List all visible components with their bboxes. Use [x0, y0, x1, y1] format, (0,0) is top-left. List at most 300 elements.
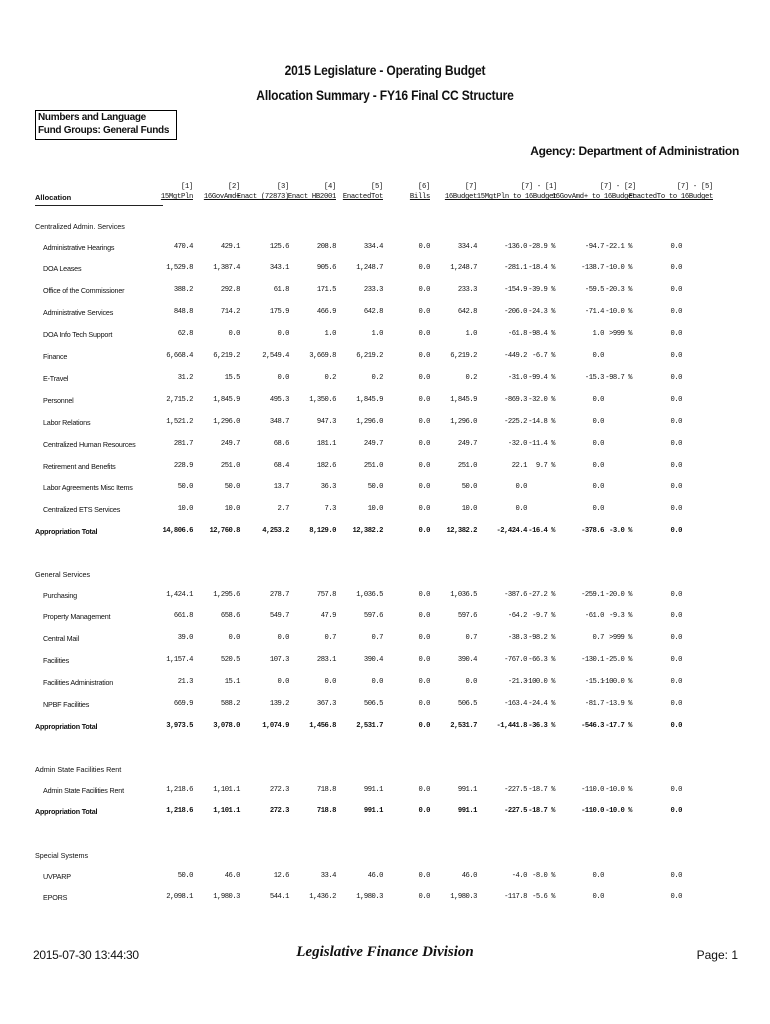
row-label: Appropriation Total: [35, 721, 98, 731]
cell-col-4: 1,436.2: [309, 893, 336, 902]
table-row: [0, 700, 770, 712]
footer-page-number: Page: 1: [696, 948, 738, 962]
cell-col-2: 46.0: [224, 871, 240, 880]
cell-col-9: -36.3 %: [528, 721, 555, 730]
cell-col-11: >999 %: [609, 330, 632, 339]
cell-col-9: -18.7 %: [528, 807, 555, 816]
cell-col-5: 6,219.2: [356, 352, 383, 360]
cell-col-9: -98.2 %: [528, 634, 555, 643]
cell-col-8: -767.0: [504, 656, 527, 665]
cell-col-7: 0.2: [465, 373, 477, 382]
cell-col-10: 0.0: [592, 871, 604, 880]
cell-col-3: 495.3: [269, 395, 289, 404]
table-row: [0, 243, 770, 255]
col-header-4-label: Enact HB2001: [287, 193, 336, 201]
cell-col-8: -64.2: [507, 612, 527, 621]
col-header-2: [204, 182, 240, 202]
cell-col-12: 0.0: [670, 721, 682, 730]
cell-col-10: -61.0: [584, 612, 604, 621]
cell-col-6: 0.0: [418, 634, 430, 643]
cell-col-12: 0.0: [670, 417, 682, 426]
cell-col-7: 1,036.5: [450, 590, 477, 599]
cell-col-2: 0.0: [228, 634, 240, 643]
cell-col-4: 208.8: [316, 242, 336, 251]
cell-col-10: -110.0: [581, 807, 604, 816]
cell-col-5: 2,531.7: [356, 721, 383, 730]
cell-col-8: -32.0: [507, 439, 527, 448]
cell-col-8: -206.0: [504, 308, 527, 317]
cell-col-1: 2,715.2: [166, 395, 193, 404]
cell-col-8: 22.1: [511, 461, 527, 470]
cell-col-7: 1,296.0: [450, 417, 477, 426]
table-row: [0, 308, 770, 320]
cell-col-3: 544.1: [269, 893, 289, 902]
cell-col-4: 7.3: [324, 505, 336, 514]
cell-col-2: 251.0: [220, 461, 240, 470]
cell-col-9: -9.7 %: [532, 612, 555, 621]
cell-col-11: -100.0 %: [601, 678, 632, 687]
cell-col-10: -15.1: [584, 678, 604, 687]
cell-col-7: 6,219.2: [450, 352, 477, 360]
agency-label: Agency: Department of Administration: [530, 144, 739, 158]
cell-col-6: 0.0: [418, 439, 430, 448]
cell-col-12: 0.0: [670, 700, 682, 708]
cell-col-9: 9.7 %: [535, 461, 555, 470]
cell-col-4: 947.3: [316, 417, 336, 426]
cell-col-6: 0.0: [418, 871, 430, 880]
cell-col-5: 1,980.3: [356, 893, 383, 902]
cell-col-2: 3,078.0: [213, 721, 240, 730]
col-header-7: [445, 182, 477, 202]
cell-col-10: 0.0: [592, 417, 604, 426]
row-label: Facilities: [43, 656, 69, 666]
cell-col-10: 0.7: [592, 634, 604, 643]
cell-col-1: 661.8: [173, 612, 193, 621]
cell-col-12: 0.0: [670, 242, 682, 251]
cell-col-3: 13.7: [273, 483, 289, 492]
cell-col-4: 8,129.0: [309, 527, 336, 536]
cell-col-12: 0.0: [670, 807, 682, 816]
cell-col-6: 0.0: [418, 286, 430, 295]
cell-col-10: -81.7: [584, 700, 604, 708]
col-header-5: [343, 182, 383, 202]
fund-box-line2: Fund Groups: General Funds: [38, 125, 170, 136]
cell-col-2: 15.1: [224, 678, 240, 687]
cell-col-10: -15.3: [584, 373, 604, 382]
cell-col-2: 520.5: [220, 656, 240, 665]
row-label: Personnel: [43, 395, 74, 405]
cell-col-3: 2,549.4: [262, 352, 289, 360]
cell-col-10: -546.3: [581, 721, 604, 730]
cell-col-5: 12,382.2: [352, 527, 383, 536]
cell-col-12: 0.0: [670, 656, 682, 665]
cell-col-6: 0.0: [418, 721, 430, 730]
col-header-1: [161, 182, 193, 202]
cell-col-1: 10.0: [177, 505, 193, 514]
row-label: Purchasing: [43, 590, 77, 600]
cell-col-3: 4,253.2: [262, 527, 289, 536]
cell-col-11: >999 %: [609, 634, 632, 643]
col-header-1-label: 15MgtPln: [160, 193, 193, 201]
cell-col-5: 506.5: [363, 700, 383, 708]
col-header-5-num: [5]: [370, 183, 383, 191]
cell-col-10: 0.0: [592, 893, 604, 902]
cell-col-2: 50.0: [224, 483, 240, 492]
table-row: [0, 462, 770, 474]
cell-col-3: 0.0: [277, 373, 289, 382]
cell-col-12: 0.0: [670, 527, 682, 536]
cell-col-4: 466.9: [316, 308, 336, 317]
cell-col-6: 0.0: [418, 417, 430, 426]
row-label: Centralized Human Resources: [43, 439, 136, 449]
cell-col-4: 718.8: [316, 785, 336, 794]
cell-col-7: 251.0: [457, 461, 477, 470]
cell-col-8: -154.9: [504, 286, 527, 295]
row-label: DOA Info Tech Support: [43, 330, 113, 340]
cell-col-3: 272.3: [269, 807, 289, 816]
cell-col-12: 0.0: [670, 395, 682, 404]
appropriation-total-row: [0, 527, 770, 539]
cell-col-12: 0.0: [670, 612, 682, 621]
cell-col-1: 228.9: [173, 461, 193, 470]
row-label: UVPARP: [43, 871, 71, 881]
col-header-9-num: [7] - [2]: [599, 183, 636, 191]
cell-col-5: 1,036.5: [356, 590, 383, 599]
cell-col-12: 0.0: [670, 505, 682, 514]
cell-col-1: 281.7: [173, 439, 193, 448]
cell-col-4: 181.1: [316, 439, 336, 448]
cell-col-8: -869.3: [504, 395, 527, 404]
cell-col-4: 757.8: [316, 590, 336, 599]
cell-col-9: -18.7 %: [528, 785, 555, 794]
cell-col-10: 1.0: [592, 330, 604, 339]
cell-col-7: 597.6: [457, 612, 477, 621]
col-header-6-label: Bills: [409, 193, 430, 201]
cell-col-4: 718.8: [316, 807, 336, 816]
cell-col-9: -6.7 %: [532, 352, 555, 360]
cell-col-4: 3,669.8: [309, 352, 336, 360]
cell-col-5: 991.1: [363, 807, 383, 816]
cell-col-7: 1,248.7: [450, 264, 477, 273]
cell-col-11: -25.0 %: [605, 656, 632, 665]
col-header-8: [477, 182, 557, 202]
cell-col-10: -259.1: [581, 590, 604, 599]
cell-col-1: 6,668.4: [166, 352, 193, 360]
cell-col-1: 388.2: [173, 286, 193, 295]
cell-col-5: 1,296.0: [356, 417, 383, 426]
cell-col-3: 0.0: [277, 634, 289, 643]
cell-col-12: 0.0: [670, 461, 682, 470]
cell-col-6: 0.0: [418, 785, 430, 794]
cell-col-7: 991.1: [457, 807, 477, 816]
cell-col-3: 272.3: [269, 785, 289, 794]
cell-col-12: 0.0: [670, 439, 682, 448]
cell-col-10: -94.7: [584, 242, 604, 251]
cell-col-2: 12,760.8: [209, 527, 240, 536]
table-row: [0, 634, 770, 646]
cell-col-12: 0.0: [670, 330, 682, 339]
cell-col-5: 1.0: [371, 330, 383, 339]
cell-col-4: 905.6: [316, 264, 336, 273]
row-label: Labor Relations: [43, 417, 91, 427]
table-row: [0, 678, 770, 690]
col-header-7-num: [7]: [464, 183, 477, 191]
cell-col-6: 0.0: [418, 373, 430, 382]
cell-col-4: 0.7: [324, 634, 336, 643]
cell-col-7: 390.4: [457, 656, 477, 665]
cell-col-5: 1,248.7: [356, 264, 383, 273]
row-label: Central Mail: [43, 634, 79, 644]
cell-col-12: 0.0: [670, 590, 682, 599]
cell-col-9: -99.4 %: [528, 373, 555, 382]
cell-col-5: 233.3: [363, 286, 383, 295]
table-row: [0, 264, 770, 276]
cell-col-8: -136.0: [504, 242, 527, 251]
row-label: Centralized ETS Services: [43, 505, 121, 515]
cell-col-6: 0.0: [418, 700, 430, 708]
cell-col-3: 61.8: [273, 286, 289, 295]
cell-col-9: -98.4 %: [528, 330, 555, 339]
cell-col-4: 0.2: [324, 373, 336, 382]
cell-col-11: -17.7 %: [605, 721, 632, 730]
cell-col-8: -38.3: [507, 634, 527, 643]
col-header-10-num: [7] - [5]: [676, 183, 713, 191]
cell-col-7: 2,531.7: [450, 721, 477, 730]
cell-col-8: 0.0: [515, 483, 527, 492]
cell-col-1: 62.8: [177, 330, 193, 339]
cell-col-2: 1,387.4: [213, 264, 240, 273]
cell-col-9: -32.0 %: [528, 395, 555, 404]
cell-col-12: 0.0: [670, 785, 682, 794]
cell-col-4: 33.4: [320, 871, 336, 880]
cell-col-3: 125.6: [269, 242, 289, 251]
cell-col-1: 39.0: [177, 634, 193, 643]
row-label: Administrative Services: [43, 308, 114, 318]
cell-col-1: 21.3: [177, 678, 193, 687]
table-row: [0, 872, 770, 884]
cell-col-9: -27.2 %: [528, 590, 555, 599]
cell-col-5: 390.4: [363, 656, 383, 665]
cell-col-2: 658.6: [220, 612, 240, 621]
cell-col-11: -20.0 %: [605, 590, 632, 599]
col-header-6-num: [6]: [417, 183, 430, 191]
cell-col-6: 0.0: [418, 505, 430, 514]
cell-col-6: 0.0: [418, 527, 430, 536]
cell-col-4: 0.0: [324, 678, 336, 687]
cell-col-8: 0.0: [515, 505, 527, 514]
cell-col-6: 0.0: [418, 352, 430, 360]
cell-col-7: 1,845.9: [450, 395, 477, 404]
col-header-2-num: [2]: [227, 183, 240, 191]
cell-col-10: -130.1: [581, 656, 604, 665]
appropriation-total-row: [0, 807, 770, 819]
cell-col-12: 0.0: [670, 286, 682, 295]
cell-col-10: 0.0: [592, 461, 604, 470]
section-title: Special Systems: [35, 851, 89, 860]
cell-col-1: 1,218.6: [166, 785, 193, 794]
appropriation-total-row: [0, 722, 770, 734]
footer-division: Legislative Finance Division: [296, 944, 474, 960]
cell-col-5: 50.0: [367, 483, 383, 492]
cell-col-12: 0.0: [670, 634, 682, 643]
cell-col-2: 1,101.1: [213, 807, 240, 816]
cell-col-10: 0.0: [592, 395, 604, 404]
cell-col-7: 249.7: [457, 439, 477, 448]
cell-col-4: 1.0: [324, 330, 336, 339]
cell-col-1: 1,218.6: [166, 807, 193, 816]
table-row: [0, 612, 770, 624]
cell-col-3: 549.7: [269, 612, 289, 621]
table-row: [0, 656, 770, 668]
cell-col-8: -449.2: [504, 352, 527, 360]
section-title: General Services: [35, 570, 91, 579]
cell-col-10: 0.0: [592, 483, 604, 492]
cell-col-10: -71.4: [584, 308, 604, 317]
cell-col-10: -59.5: [584, 286, 604, 295]
cell-col-2: 1,295.6: [213, 590, 240, 599]
fund-group-box: [35, 110, 177, 140]
cell-col-11: -10.0 %: [605, 807, 632, 816]
cell-col-9: -28.9 %: [528, 242, 555, 251]
cell-col-1: 470.4: [173, 242, 193, 251]
cell-col-3: 139.2: [269, 700, 289, 708]
cell-col-11: -9.3 %: [609, 612, 632, 621]
row-label: Office of the Commissioner: [43, 286, 125, 296]
cell-col-3: 343.1: [269, 264, 289, 273]
col-header-9-label: 16GovAmd+ to 16Budget: [551, 193, 636, 201]
footer-timestamp: 2015-07-30 13:44:30: [33, 948, 139, 962]
cell-col-2: 6,219.2: [213, 352, 240, 360]
cell-col-2: 1,296.0: [213, 417, 240, 426]
cell-col-8: -281.1: [504, 264, 527, 273]
col-header-10-label: EnactedTo to 16Budget: [628, 193, 713, 201]
cell-col-5: 642.8: [363, 308, 383, 317]
cell-col-3: 68.4: [273, 461, 289, 470]
col-header-3: [237, 182, 289, 202]
cell-col-1: 669.9: [173, 700, 193, 708]
col-header-8-label: 15MgtPln to 16Budget: [476, 193, 557, 201]
cell-col-9: -100.0 %: [524, 678, 555, 687]
report-subtitle: Allocation Summary - FY16 Final CC Structure: [256, 87, 514, 103]
cell-col-12: 0.0: [670, 678, 682, 687]
col-header-1-num: [1]: [180, 183, 193, 191]
cell-col-3: 12.6: [273, 871, 289, 880]
row-label: DOA Leases: [43, 264, 82, 274]
cell-col-12: 0.0: [670, 893, 682, 902]
col-header-8-num: [7] - [1]: [520, 183, 557, 191]
row-label: NPBF Facilities: [43, 700, 90, 709]
row-label: Finance: [43, 352, 68, 361]
cell-col-5: 334.4: [363, 242, 383, 251]
table-row: [0, 483, 770, 495]
table-row: [0, 893, 770, 905]
col-header-9: [552, 182, 636, 202]
cell-col-4: 1,350.6: [309, 395, 336, 404]
cell-col-8: -31.0: [507, 373, 527, 382]
cell-col-8: -227.5: [504, 807, 527, 816]
table-row: [0, 505, 770, 517]
row-label: Retirement and Benefits: [43, 461, 116, 471]
cell-col-7: 0.0: [465, 678, 477, 687]
cell-col-5: 991.1: [363, 785, 383, 794]
cell-col-3: 278.7: [269, 590, 289, 599]
col-header-4: [288, 182, 336, 202]
cell-col-2: 1,845.9: [213, 395, 240, 404]
cell-col-9: -8.0 %: [532, 871, 555, 880]
cell-col-9: -39.9 %: [528, 286, 555, 295]
row-label: Appropriation Total: [35, 807, 98, 817]
cell-col-6: 0.0: [418, 242, 430, 251]
cell-col-9: -24.3 %: [528, 308, 555, 317]
cell-col-8: -163.4: [504, 700, 527, 708]
cell-col-12: 0.0: [670, 352, 682, 360]
cell-col-1: 1,521.2: [166, 417, 193, 426]
cell-col-7: 642.8: [457, 308, 477, 317]
cell-col-4: 367.3: [316, 700, 336, 708]
cell-col-12: 0.0: [670, 373, 682, 382]
cell-col-7: 50.0: [461, 483, 477, 492]
col-header-6: [410, 182, 430, 202]
cell-col-2: 0.0: [228, 330, 240, 339]
cell-col-1: 14,806.6: [162, 527, 193, 536]
cell-col-4: 1,456.8: [309, 721, 336, 730]
row-label: E-Travel: [43, 373, 69, 383]
cell-col-6: 0.0: [418, 678, 430, 687]
table-row: [0, 330, 770, 342]
cell-col-11: -10.0 %: [605, 785, 632, 794]
cell-col-11: -22.1 %: [605, 242, 632, 251]
cell-col-8: -387.6: [504, 590, 527, 599]
cell-col-11: -3.0 %: [609, 527, 632, 536]
row-label: Administrative Hearings: [43, 242, 115, 252]
cell-col-2: 429.1: [220, 242, 240, 251]
cell-col-2: 15.5: [224, 373, 240, 382]
cell-col-10: -138.7: [581, 264, 604, 273]
cell-col-5: 46.0: [367, 871, 383, 880]
row-label: Property Management: [43, 612, 111, 622]
cell-col-1: 31.2: [177, 373, 193, 382]
cell-col-8: -227.5: [504, 785, 527, 794]
cell-col-4: 36.3: [320, 483, 336, 492]
col-header-5-label: EnactedTot: [342, 193, 383, 201]
cell-col-8: -117.8: [504, 893, 527, 902]
cell-col-6: 0.0: [418, 483, 430, 492]
cell-col-6: 0.0: [418, 656, 430, 665]
cell-col-8: -21.3: [507, 678, 527, 687]
cell-col-2: 292.8: [220, 286, 240, 295]
row-label: Admin State Facilities Rent: [43, 785, 124, 795]
cell-col-2: 249.7: [220, 439, 240, 448]
table-row: [0, 374, 770, 386]
cell-col-11: -98.7 %: [605, 373, 632, 382]
cell-col-6: 0.0: [418, 264, 430, 273]
fund-box-line1: Numbers and Language: [38, 112, 146, 123]
cell-col-7: 46.0: [461, 871, 477, 880]
cell-col-5: 251.0: [363, 461, 383, 470]
cell-col-7: 10.0: [461, 505, 477, 514]
cell-col-10: -110.0: [581, 785, 604, 794]
col-header-10: [629, 182, 713, 202]
allocation-header-rule: [35, 205, 163, 206]
cell-col-7: 991.1: [457, 785, 477, 794]
cell-col-1: 50.0: [177, 483, 193, 492]
cell-col-6: 0.0: [418, 590, 430, 599]
cell-col-5: 249.7: [363, 439, 383, 448]
cell-col-12: 0.0: [670, 308, 682, 317]
row-label: EPORS: [43, 893, 68, 903]
cell-col-2: 1,101.1: [213, 785, 240, 794]
table-row: [0, 440, 770, 452]
